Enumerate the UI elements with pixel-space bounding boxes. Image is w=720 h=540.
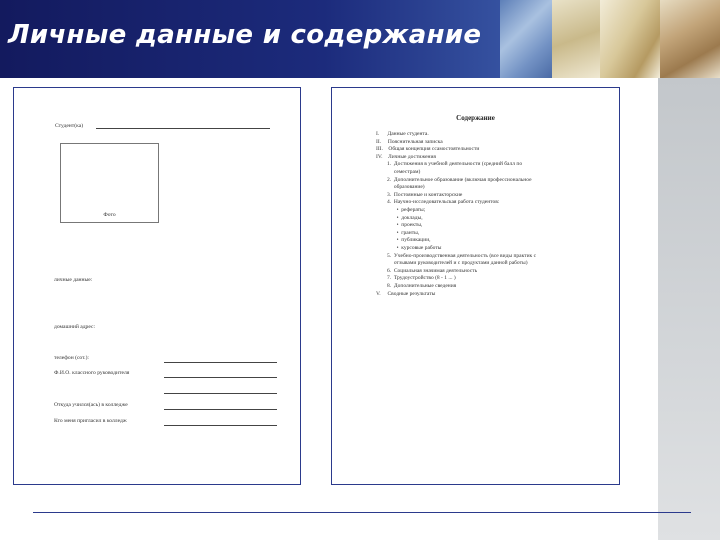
- decorative-photo-strip: [500, 0, 720, 78]
- personal-data-label: личные данные:: [54, 277, 93, 283]
- contents-line: • рефераты;: [376, 207, 426, 213]
- contents-line: V. Сводные результаты: [376, 290, 436, 297]
- side-decor-band: [658, 78, 720, 540]
- contents-line: • публикации,: [376, 237, 431, 244]
- decor-photo-money: [660, 0, 720, 78]
- title-bar: [0, 0, 720, 78]
- contents-line: 4. Научно-исследовательская работа студентов:: [376, 199, 500, 206]
- came-from-label: Откуда учился(ась) в колледже: [54, 402, 128, 408]
- contents-line: II. Пояснительная записка: [376, 138, 443, 145]
- contents-line: III. Общая концепция ссамостоятельности: [376, 146, 480, 153]
- contents-line: • проекты,: [376, 222, 423, 229]
- student-name-line: [96, 128, 270, 129]
- contents-line: 7. Трудоустройство (8 - 1 ... ): [376, 275, 456, 282]
- student-data-page: [13, 87, 301, 485]
- contents-line: IV. Личные достижения: [376, 153, 436, 160]
- extra-line: [164, 393, 277, 394]
- contents-line: 1. Достижения в учебной деятельности (средний балл по: [376, 161, 523, 168]
- contents-line: образование): [376, 184, 425, 191]
- contents-line: • курсовые работы: [376, 245, 442, 251]
- recommended-by-line: [164, 425, 277, 426]
- came-from-line: [164, 409, 277, 410]
- contents-line: семестрам): [376, 169, 421, 175]
- photo-caption: Фото: [103, 212, 116, 218]
- decor-photo-calculator: [500, 0, 552, 78]
- contents-page: [331, 87, 620, 485]
- student-label: Студент(ка): [55, 123, 84, 129]
- contents-line: • гранты,: [376, 229, 420, 236]
- curator-line: [164, 377, 277, 378]
- slide-title: Личные данные и содержание: [8, 20, 482, 50]
- contents-line: 6. Социальная значимая деятельность: [376, 267, 478, 274]
- photo-placeholder: [60, 143, 159, 223]
- contents-line: 8. Дополнительные сведения: [376, 283, 457, 289]
- decor-photo-coins: [552, 0, 600, 78]
- phone-line: [164, 362, 277, 363]
- home-address-label: домашний адрес:: [54, 324, 95, 330]
- contents-line: 3. Постоянные и контакторские: [376, 191, 463, 198]
- contents-line: 2. Дополнительное образование (включая профессиональное: [376, 176, 532, 183]
- contents-title: Содержание: [456, 114, 495, 122]
- contents-line: • доклады,: [376, 214, 423, 221]
- recommended-by-label: Кто меня пригласил в колледж: [54, 418, 127, 424]
- curator-label: Ф.И.О. классного руководителя: [54, 370, 130, 376]
- contents-line: I. Данные студента.: [376, 131, 429, 137]
- contents-line: отзывами руководителей и с продуктами данной работы): [376, 260, 528, 267]
- contents-line: 5. Учебно-производственная деятельность (все виды практик с: [376, 252, 537, 259]
- phone-label: телефон (сот.):: [54, 355, 89, 361]
- decor-photo-papers: [600, 0, 660, 78]
- bottom-rule: [33, 512, 691, 513]
